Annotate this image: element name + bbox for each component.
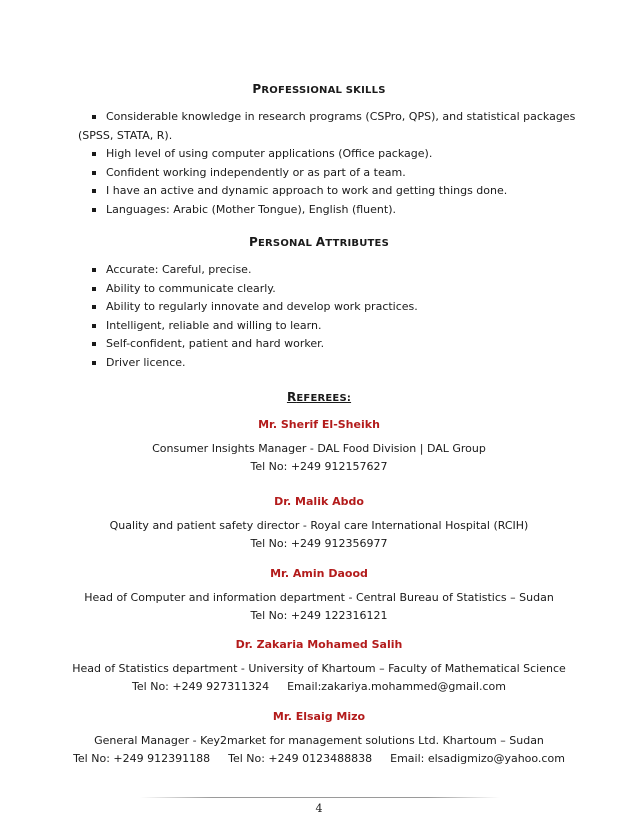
referee-entry [0, 638, 638, 696]
heading-initial: P [252, 82, 262, 96]
page-number: 4 [315, 802, 323, 815]
list-item [92, 335, 418, 354]
list-item-text: High level of using computer applications (Office package). [106, 147, 433, 161]
list-item-text: Ability to regularly innovate and develop work practices. [106, 300, 418, 314]
referee-position: Head of Statistics department - University of Khartoum – Faculty of Mathematical Science [72, 662, 566, 675]
referee-entry [0, 567, 638, 625]
list-item-text: Accurate: Careful, precise. [106, 263, 252, 276]
referee-entry [0, 418, 638, 476]
heading-rest: EFEREES: [296, 393, 352, 404]
referee-name: Dr. Zakaria Mohamed Salih [235, 638, 403, 651]
list-item [92, 164, 575, 183]
list-item-continuation: (SPSS, STATA, R). [78, 128, 173, 142]
list-item-text: Self-confident, patient and hard worker. [106, 337, 325, 351]
referee-phone: Tel No: +249 122316121 [250, 609, 388, 622]
list-item [92, 261, 418, 280]
referee-position: Quality and patient safety director - Royal care International Hospital (RCIH) [109, 519, 529, 532]
list-item-text: Ability to communicate clearly. [106, 281, 276, 295]
list-item-text: I have an active and dynamic approach to work and getting things done. [106, 184, 508, 198]
list-item [92, 317, 418, 336]
heading-rest: ROFESSIONAL SKILLS [261, 85, 386, 96]
list-item-text: Driver licence. [106, 355, 186, 369]
footer-divider [140, 797, 500, 798]
heading-rest-2: TTRIBUTES [325, 238, 389, 249]
heading-rest: ERSONAL [258, 238, 316, 249]
heading-initial-2: A [315, 235, 326, 249]
list-item [92, 182, 575, 201]
list-item [92, 201, 575, 220]
referee-name: Mr. Elsaig Mizo [272, 710, 366, 723]
personal-attributes-heading [0, 235, 638, 249]
referee-phone: Tel No: +249 912391188 [73, 752, 211, 765]
referee-position: Consumer Insights Manager - DAL Food Division | DAL Group [152, 442, 486, 455]
referee-phone: Tel No: +249 912157627 [250, 460, 388, 473]
list-item-text: Languages: Arabic (Mother Tongue), English (fluent). [106, 202, 396, 216]
referee-phone-2: Tel No: +249 0123488838 [228, 752, 373, 765]
heading-initial: R [286, 390, 297, 404]
referee-email: Email: elsadigmizo@yahoo.com [390, 752, 565, 765]
referee-entry [0, 495, 638, 553]
list-item [92, 280, 418, 299]
referee-name: Mr. Amin Daood [270, 567, 368, 580]
referee-phone: Tel No: +249 927311324 [132, 680, 270, 693]
referee-name: Dr. Malik Abdo [274, 495, 364, 508]
list-item [92, 145, 575, 164]
list-item [92, 298, 418, 317]
list-item-text: Confident working independently or as part of a team. [106, 165, 406, 179]
professional-skills-heading [0, 82, 638, 96]
referee-contact-line [0, 750, 638, 768]
list-item-text: Intelligent, reliable and willing to learn. [106, 318, 322, 332]
professional-skills-list [78, 108, 576, 220]
referee-phone: Tel No: +249 912356977 [250, 537, 388, 550]
referee-name: Mr. Sherif El-Sheikh [258, 418, 380, 431]
list-item-text: Considerable knowledge in research programs (CSPro, QPS), and statistical packages [106, 110, 576, 123]
personal-attributes-list [92, 261, 418, 373]
list-item [78, 108, 576, 142]
referee-email: Email:zakariya.mohammed@gmail.com [287, 680, 506, 693]
referees-heading [0, 390, 638, 404]
referee-position: General Manager - Key2market for management solutions Ltd. Khartoum – Sudan [94, 734, 544, 747]
referee-entry [0, 710, 638, 768]
list-item [92, 354, 418, 373]
heading-initial: P [249, 235, 258, 249]
referee-contact-line [0, 678, 638, 696]
referee-position: Head of Computer and information department - Central Bureau of Statistics – Sudan [84, 591, 554, 604]
